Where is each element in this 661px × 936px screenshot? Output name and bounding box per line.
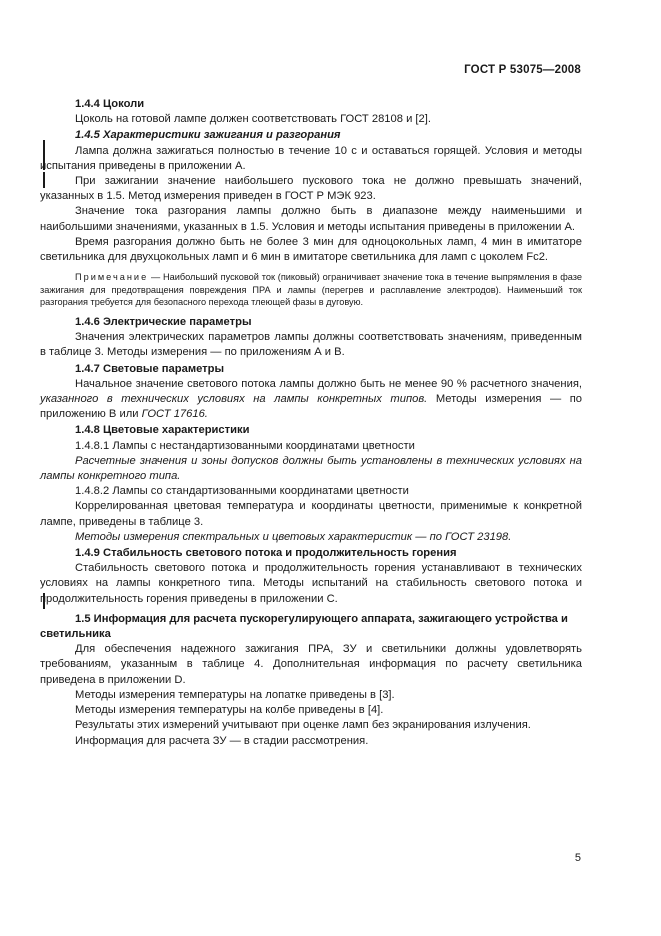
text-run: Начальное значение светового потока лампы должно быть не менее 90 % расчетного значения, [75, 377, 582, 390]
section-heading: 1.5 Информация для расчета пускорегулирующего аппарата, зажигающего устройства и светильника [40, 612, 568, 641]
note-label: Примечание [75, 272, 149, 283]
text-run-italic: ГОСТ 17616. [141, 408, 208, 421]
paragraph [40, 377, 582, 423]
note [40, 271, 582, 309]
paragraph: При зажигании значение наибольшего пускового тока не должно превышать значений, указанных в 1.5. Метод измерения приведен в ГОСТ Р МЭК 923. [40, 175, 582, 203]
paragraph: Методы измерения температуры на лопатке приведены в [3]. [75, 688, 395, 701]
page-number: 5 [574, 852, 581, 864]
document-body [40, 96, 582, 749]
subsection-heading: 1.4.8.1 Лампы с нестандартизованными координатами цветности [75, 439, 415, 452]
paragraph: Цоколь на готовой лампе должен соответствовать ГОСТ 28108 и [2]. [75, 113, 431, 126]
text-run: Методы измерения — по приложению В или [40, 393, 582, 421]
section-heading: 1.4.8 Цветовые характеристики [75, 424, 250, 437]
note-text: — Наибольший пусковой ток (пиковый) ограничивает значение тока в течение выпрямления в фазе зажигания для предотвращения повреждения ПРА и лампы (перегрев и расплавление электродов). Наименьший ток разгорания требуется для безопасного перехода тлеющей фазы в дуговую. [40, 272, 582, 308]
paragraph: Лампа должна зажигаться полностью в течение 10 с и оставаться горящей. Условия и методы испытания приведены в приложении А. [40, 144, 582, 172]
paragraph: Информация для расчета ЗУ — в стадии рассмотрения. [75, 734, 369, 747]
section-heading: 1.4.7 Световые параметры [75, 362, 225, 375]
paragraph: Коррелированная цветовая температура и координаты цветности, применимые к конкретной лампе, приведены в таблице 3. [40, 500, 582, 528]
paragraph: Методы измерения температуры на колбе приведены в [4]. [75, 704, 384, 717]
section-heading: 1.4.4 Цоколи [75, 98, 145, 110]
paragraph: Расчетные значения и зоны допусков должны быть установлены в технических условиях на лампы конкретного типа. [40, 454, 582, 483]
paragraph: Значение тока разгорания лампы должно быть в диапазоне между наименьшими и наибольшими значениями, указанных в 1.5. Условия и методы испытания приведены в приложении А. [40, 205, 582, 233]
paragraph: Результаты этих измерений учитывают при оценке ламп без экранирования излучения. [75, 719, 531, 732]
subsection-heading: 1.4.8.2 Лампы со стандартизованными координатами цветности [75, 485, 409, 498]
text-run-italic: указанного в технических условиях на лампы конкретных типов. [40, 393, 428, 406]
paragraph: Методы измерения спектральных и цветовых характеристик — по ГОСТ 23198. [75, 530, 512, 543]
section-heading [40, 128, 582, 143]
heading-text: 1.4.5 Характеристики зажигания и разгорания [75, 129, 341, 142]
paragraph: Время разгорания должно быть не более 3 мин для одноцокольных ламп, 4 мин в имитаторе светильника для двухцокольных ламп и 6 мин в имитаторе светильника для ламп с цоколем Fc2. [40, 235, 582, 264]
paragraph: Для обеспечения надежного зажигания ПРА, ЗУ и светильники должны удовлетворять требованиям, указанным в таблице 4. Дополнительная информация по расчету светильника приведена в приложении D. [40, 643, 582, 686]
section-heading: 1.4.9 Стабильность светового потока и продолжительность горения [75, 547, 457, 560]
paragraph: Значения электрических параметров лампы должны соответствовать значениям, приведенным в таблице 3. Методы измерения — по приложениям А и В. [40, 331, 582, 359]
section-heading: 1.4.6 Электрические параметры [75, 316, 252, 329]
paragraph: Стабильность светового потока и продолжительность горения устанавливают в технических условиях на лампы конкретного типа. Методы испытаний на стабильность светового потока и продолжительность горения приведены в приложении С. [40, 562, 582, 605]
document-id: ГОСТ Р 53075—2008 [464, 64, 581, 76]
